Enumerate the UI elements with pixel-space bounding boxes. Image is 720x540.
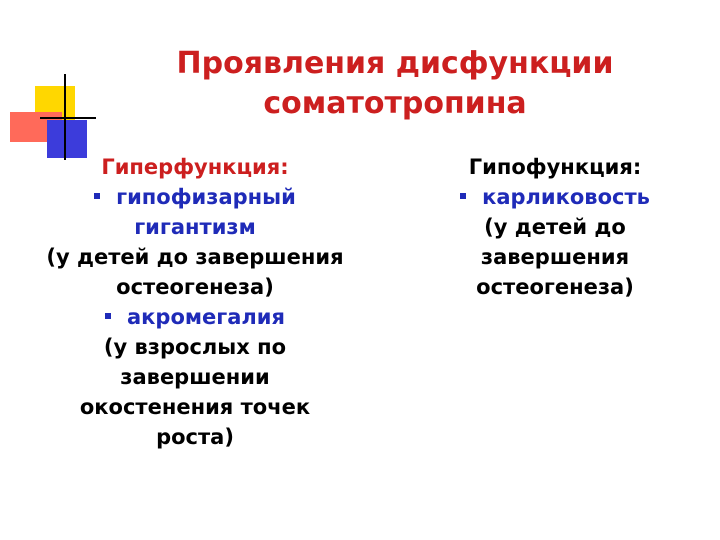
hypofunction-heading: Гипофункция: <box>468 155 642 179</box>
hyperfunction-heading: Гиперфункция: <box>101 155 289 179</box>
gigantism-note-line-2: остеогенеза) <box>116 275 274 299</box>
bullet-icon <box>460 193 466 199</box>
dwarfism-term: карликовость <box>482 185 650 209</box>
acromegaly-item <box>10 302 380 332</box>
logo-horizontal-line <box>40 117 96 119</box>
dwarfism-note-line-2: завершения <box>480 245 630 269</box>
gigantism-item <box>10 182 380 212</box>
title-line-2: соматотропина <box>263 86 527 121</box>
acromegaly-note-line-2: завершении <box>120 365 270 389</box>
slide-title <box>115 44 675 124</box>
hypofunction-column <box>420 152 690 302</box>
gigantism-note-line-1: (у детей до завершения <box>46 245 344 269</box>
gigantism-term-line-2: гигантизм <box>134 215 256 239</box>
hyperfunction-column <box>10 152 380 452</box>
bullet-icon <box>105 313 111 319</box>
acromegaly-note-line-3: окостенения точек <box>79 395 311 419</box>
gigantism-term-line-1: гипофизарный <box>116 185 296 209</box>
acromegaly-note-line-4: роста) <box>156 425 234 449</box>
title-line-1: Проявления дисфункции <box>176 46 614 81</box>
acromegaly-term: акромегалия <box>126 305 285 329</box>
dwarfism-note-line-3: остеогенеза) <box>476 275 634 299</box>
acromegaly-note-line-1: (у взрослых по <box>103 335 287 359</box>
dwarfism-note-line-1: (у детей до <box>484 215 626 239</box>
decorative-logo <box>0 0 110 160</box>
bullet-icon <box>94 193 100 199</box>
dwarfism-item <box>420 182 690 212</box>
